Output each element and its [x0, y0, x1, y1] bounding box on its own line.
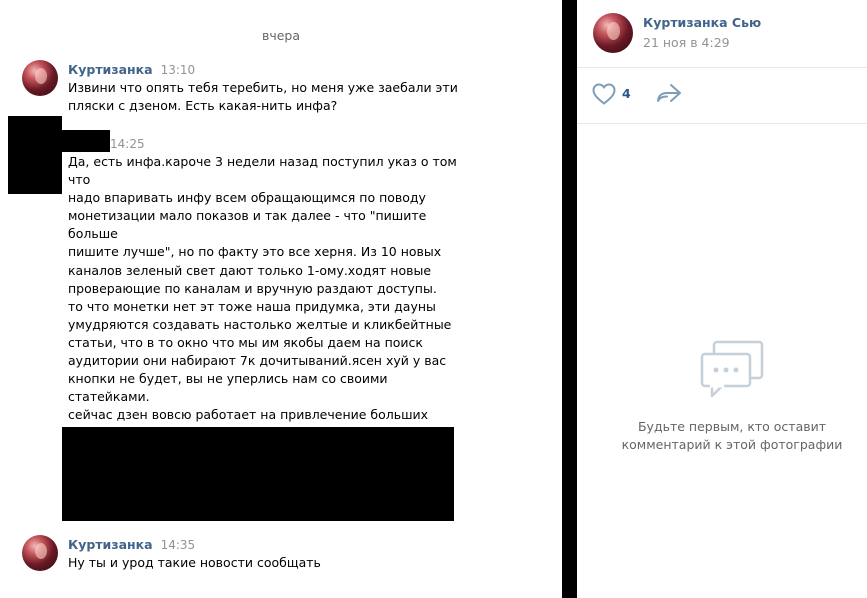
message-author[interactable]: Куртизанка — [68, 537, 153, 552]
photo-author[interactable]: Куртизанка Сью — [643, 15, 762, 30]
like-count: 4 — [622, 86, 631, 101]
empty-comments-text: Будьте первым, кто оставит комментарий к этой фотографии — [621, 419, 843, 452]
share-arrow-icon — [656, 82, 682, 104]
message-header — [68, 537, 195, 552]
message-time[interactable]: 13:10 — [160, 63, 196, 77]
share-button[interactable] — [656, 82, 682, 106]
heart-icon — [592, 83, 616, 105]
redacted-author — [62, 130, 110, 152]
message-text: Извини что опять тебя теребить, но меня уже заебали эти пляски с дзеном. Есть какая-нить инфа? — [68, 80, 458, 114]
divider — [577, 123, 867, 124]
message-text: Да, есть инфа.кароче 3 недели назад поступил указ о том что надо впаривать инфу всем обращающимся по поводу монетизации мало показов и так далее - что "пишите больше пишите лучше", но по факту это все херня. Из 10 новых каналов зеленый свет дают только 1-ому.ходят новые проверающие по каналам и вручную раздают доступы. то что монетки нет эт тоже наша придумка, эти дауны умудряются создавать настолько желтые и кликбейтные статьи, что в то окно что мы им якобы даем на поиск аудитории они набирают 7к дочитываний.ясен хуй у вас кнопки не будет, вы не уперлись нам со своими статейками. сейчас дзен вовсю работает на привлечение больших — [68, 154, 457, 423]
date-separator: вчера — [261, 28, 301, 43]
avatar[interactable] — [593, 13, 633, 53]
like-button[interactable] — [592, 82, 652, 106]
redacted-avatar — [8, 116, 62, 194]
divider — [577, 67, 867, 68]
message-time[interactable]: 14:35 — [160, 538, 196, 552]
panel-divider — [562, 0, 577, 598]
message-header — [68, 62, 195, 77]
redacted-content — [62, 427, 454, 521]
avatar[interactable] — [22, 60, 58, 96]
photo-date[interactable]: 21 ноя в 4:29 — [643, 35, 730, 50]
message-author[interactable]: Куртизанка — [68, 62, 153, 77]
message-text: Ну ты и урод такие новости сообщать — [68, 555, 321, 570]
photo-info-panel — [577, 0, 867, 598]
avatar[interactable] — [22, 535, 58, 571]
comment-bubble-icon — [700, 340, 764, 398]
message-time[interactable]: 14:25 — [110, 137, 145, 151]
